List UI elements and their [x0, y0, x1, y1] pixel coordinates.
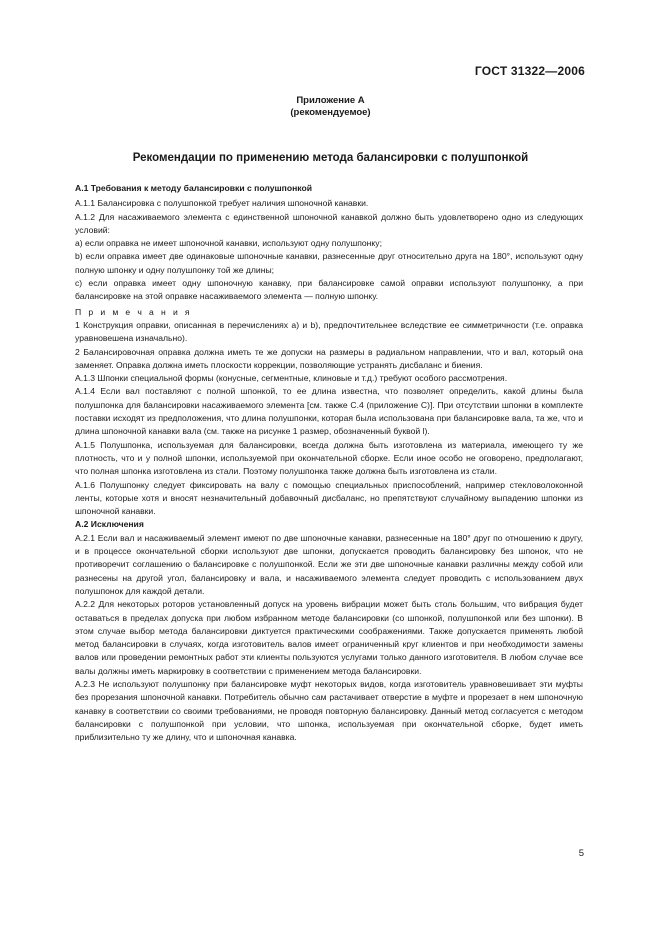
paragraph-a1-3: А.1.3 Шпонки специальной формы (конусные, сегментные, клиновые и т.д.) требуют особого рассмотрения.: [75, 373, 508, 384]
list-item-a: a) если оправка не имеет шпоночной канавки, используют одну полушпонку;: [75, 238, 382, 249]
list-item-b: b) если оправка имеет две одинаковые шпоночные канавки, разнесенные друг относительно друга на 180°, используют одну полную шпонку и одну полушпонку той же длины;: [75, 251, 583, 275]
note-1: 1 Конструкция оправки, описанная в перечислениях a) и b), предпочтительнее вследствие ее симметричности (т.е. оправка уравновешена изначально).: [75, 319, 583, 344]
section-heading-a2: А.2 Исключения: [75, 519, 144, 530]
page-number: 5: [578, 848, 584, 859]
section-heading-a1: А.1 Требования к методу балансировки с полушпонкой: [75, 183, 313, 193]
list-item-c: c) если оправка имеет одну шпоночную канавку, при балансировке самой оправки используют полушпонку, а при балансировке на этой оправке насаживаемого элемента — полную шпонку.: [75, 278, 583, 302]
paragraph-a1-5: А.1.5 Полушпонка, используемая для балансировки, всегда должна быть изготовлена из материала, имеющего ту же плотность, что и у полной шпонки, используемой при окончательной сборке. Если иное особо не оговорено, предполагают, что полная шпонка изготовлена из стали. Поэтому полушпонка также должна быть изготовлена из стали.: [75, 439, 583, 477]
paragraph-a2-3: А.2.3 Не используют полушпонку при балансировке муфт некоторых видов, когда изготовитель уравновешивает эти муфты без прорезания шпоночной канавки. Потребитель обычно сам растачивает отверстие в муфте и прорезает в нем шпоночную канавку в соответствии со своими требованиями, не проводя повторную балансировку. Данный метод согласуется с методом балансировки с полушпонкой при условии, что шпонка, используемая при окончательной сборке, будет иметь приблизительно ту же длину, что и шпоночная канавка.: [75, 678, 583, 743]
document-title: Рекомендации по применению метода балансировки с полушпонкой: [132, 152, 529, 164]
notes-heading: П р и м е ч а н и я: [75, 306, 192, 317]
paragraph-a2-1: А.2.1 Если вал и насаживаемый элемент имеют по две шпоночные канавки, разнесенные на 180° друг по отношению к другу, и в процессе окончательной сборки используют две шпонки, допускается проводить балансировку без шпонок, что не противоречит соглашению о балансировке с полушпонкой. Если же эти две шпоночные канавки различны между собой или разнесены на другой угол, балансировку и вала, и насаживаемого элемента следует проводить с использованием двух полушпонок для каждой детали.: [75, 532, 583, 596]
document-id: ГОСТ 31322—2006: [474, 64, 585, 78]
paragraph-a2-2: А.2.2 Для некоторых роторов установленный допуск на уровень вибрации может быть столь большим, что вибрация будет оставаться в пределах допуска при любом избранном методе балансировки (со шпонкой, полушпонкой или без шпонки). В этом случае выбор метода балансировки диктуется практическими соображениями. Также допускается применять любой метод балансировки в случаях, когда изготовитель валов имеет ограниченный круг клиентов и при необходимости замены валов или проведении ремонтных работ эти клиенты пользуются услугами только данного изготовителя. В любом случае все валы должны иметь маркировку в соответствии с применением метода балансировки.: [75, 599, 583, 676]
paragraph-a1-1: А.1.1 Балансировка с полушпонкой требует наличия шпоночной канавки.: [75, 198, 369, 209]
note-2: 2 Балансировочная оправка должна иметь те же допуски на размеры в радиальном направлении, что и вал, который она заменяет. Оправка должна иметь плоскости коррекции, позволяющие устранять дисбаланс и биения.: [75, 346, 583, 370]
annex-subtitle: (рекомендуемое): [290, 107, 371, 118]
paragraph-a1-2: А.1.2 Для насаживаемого элемента с единственной шпоночной канавкой должно быть удовлетворено одно из следующих условий:: [75, 211, 583, 235]
annex-title: Приложение А: [296, 95, 365, 106]
paragraph-a1-4: А.1.4 Если вал поставляют с полной шпонкой, то ее длина известна, что позволяет определить, какой длины была полушпонка для балансировки насаживаемого элемента [см. также С.4 (приложение С)]. При отсутствии шпонки в комплекте поставки исходят из предположения, что длина полушпонки, которая была использована при балансировке вала, та же, что и длина шпоночной канавки вала (см. также на рисунке 1 размер, обозначенный буквой l).: [75, 386, 583, 437]
annex-heading: [0, 95, 661, 119]
paragraph-a1-6: А.1.6 Полушпонку следует фиксировать на валу с помощью специальных приспособлений, например стекловолоконной ленты, которые хотя и вносят незначительный добавочный дисбаланс, но препятствуют случайному выпадению шпонки из шпоночной канавки.: [75, 479, 583, 517]
document-body: [75, 182, 583, 744]
